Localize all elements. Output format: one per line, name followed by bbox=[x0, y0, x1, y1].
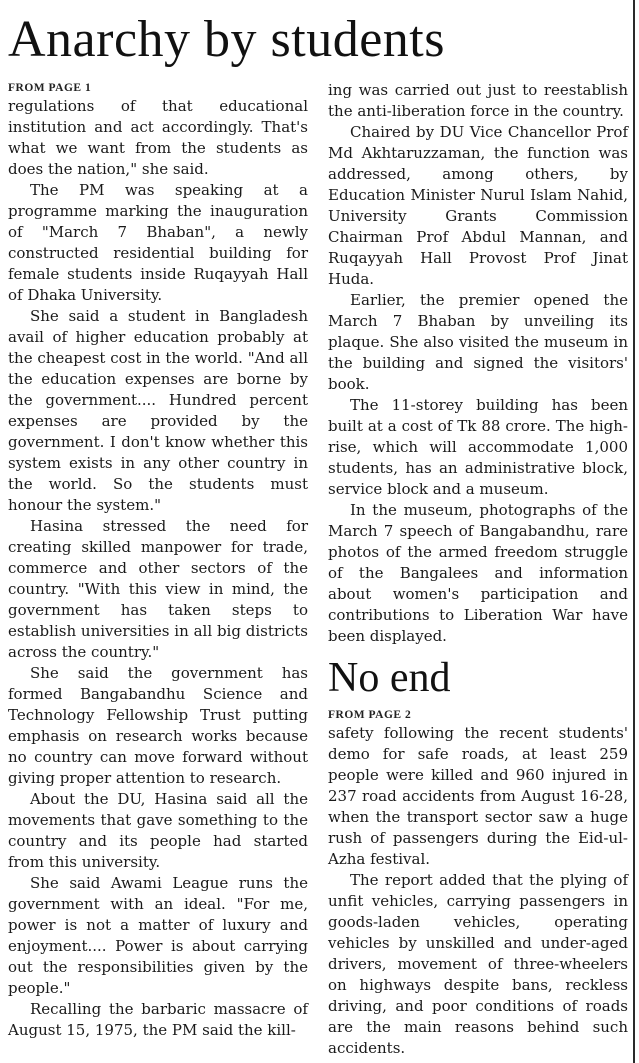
article-paragraph: About the DU, Hasina said all the movements that gave something to the country and its people had started from this university. bbox=[8, 790, 308, 871]
article-right-column bbox=[328, 80, 628, 1059]
continuation-kicker: FROM PAGE 1 bbox=[8, 82, 92, 94]
article-paragraph: ing was carried out just to reestablish the anti-liberation force in the country. bbox=[328, 81, 628, 120]
article-headline: Anarchy by students bbox=[8, 11, 445, 68]
article-paragraph: The 11-storey building has been built at a cost of Tk 88 crore. The high-rise, which will accommodate 1,000 students, has an administrative block, service block and a museum. bbox=[328, 396, 628, 498]
article-paragraph: safety following the recent students' demo for safe roads, at least 259 people were killed and 960 injured in 237 road accidents from August 16-28, when the transport sector saw a huge rush of passengers during the Eid-ul-Azha festival. bbox=[328, 724, 628, 868]
second-article-headline: No end bbox=[328, 655, 451, 701]
article-paragraph: She said the government has formed Bangabandhu Science and Technology Fellowship Trust putting emphasis on research works because no country can move forward without giving proper attention to research. bbox=[8, 664, 308, 787]
article-paragraph: In the museum, photographs of the March 7 speech of Bangabandhu, rare photos of the armed freedom struggle of the Bangalees and information about women's participation and contributions to Liberation War have been displayed. bbox=[328, 501, 628, 645]
article-paragraph: The PM was speaking at a programme marking the inauguration of "March 7 Bhaban", a newly constructed residential building for female students inside Ruqayyah Hall of Dhaka University. bbox=[8, 181, 308, 304]
article-paragraph: Recalling the barbaric massacre of August 15, 1975, the PM said the kill- bbox=[8, 1000, 308, 1039]
article-paragraph: regulations of that educational institution and act accordingly. That's what we want from the students as does the nation," she said. bbox=[8, 97, 308, 178]
article-paragraph: Hasina stressed the need for creating skilled manpower for trade, commerce and other sectors of the country. "With this view in mind, the government has taken steps to establish universities in all big districts across the country." bbox=[8, 517, 308, 661]
article-paragraph: Earlier, the premier opened the March 7 Bhaban by unveiling its plaque. She also visited the museum in the building and signed the visitors' book. bbox=[328, 291, 628, 393]
article-paragraph: Chaired by DU Vice Chancellor Prof Md Akhtaruzzaman, the function was addressed, among others, by Education Minister Nurul Islam Nahid, University Grants Commission Chairman Prof Abdul Mannan, and Ruqayyah Hall Provost Prof Jinat Huda. bbox=[328, 123, 628, 288]
column-rule bbox=[633, 0, 635, 1063]
article-paragraph: She said a student in Bangladesh avail of higher education probably at the cheapest cost in the world. "And all the education expenses are borne by the government.... Hundred percent expenses are provided by the government. I don't know whether this system exists in any other country in the world. So the students must honour the system." bbox=[8, 307, 308, 514]
article-paragraph: The report added that the plying of unfit vehicles, carrying passengers in goods-laden vehicles, operating vehicles by unskilled and under-aged drivers, movement of three-wheelers on highways despite bans, reckless driving, and poor conditions of roads are the main reasons behind such accidents. bbox=[328, 871, 628, 1057]
article-left-column bbox=[8, 80, 308, 1041]
continuation-kicker: FROM PAGE 2 bbox=[328, 709, 412, 721]
article-paragraph: She said Awami League runs the government with an ideal. "For me, power is not a matter of luxury and enjoyment.... Power is about carrying out the responsibilities given by the people." bbox=[8, 874, 308, 997]
